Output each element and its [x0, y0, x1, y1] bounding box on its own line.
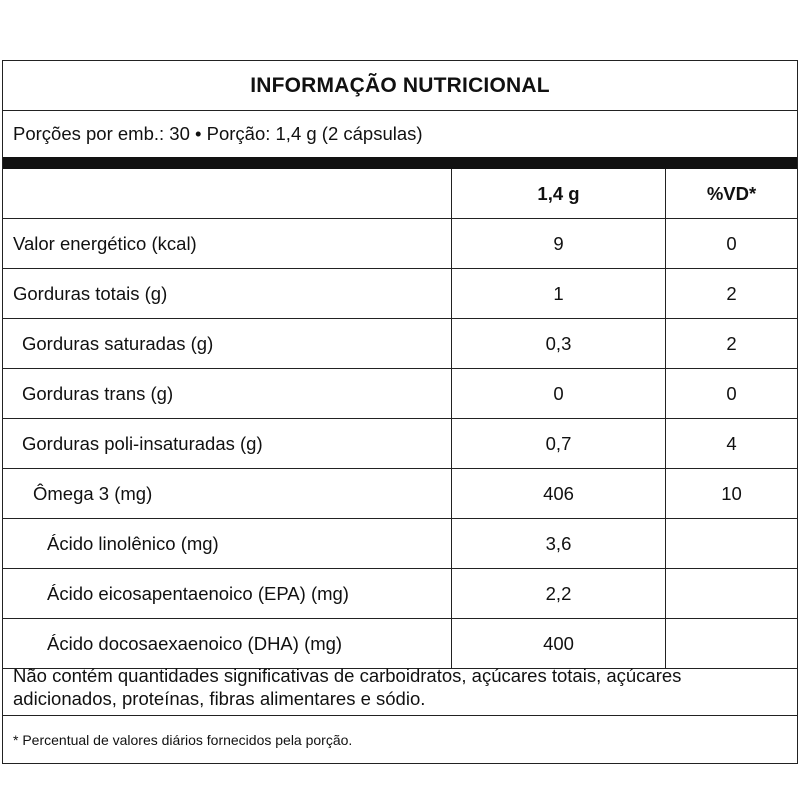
nutrition-facts-panel [2, 60, 798, 764]
nutrient-name: Gorduras poli-insaturadas (g) [22, 432, 263, 454]
nutrient-dv [665, 519, 797, 568]
nutrient-dv: 2 [665, 269, 797, 318]
nutrient-name: Ômega 3 (mg) [33, 482, 153, 504]
nutrient-name: Gorduras trans (g) [22, 382, 174, 404]
nutrient-amount: 406 [451, 469, 665, 518]
table-row [3, 269, 797, 319]
nutrient-amount: 9 [451, 219, 665, 268]
table-header-row [3, 169, 797, 219]
nutrient-amount: 0 [451, 369, 665, 418]
nutrient-name: Gorduras totais (g) [13, 282, 168, 304]
header-nutrient [3, 169, 451, 218]
nutrient-dv: 4 [665, 419, 797, 468]
table-row [3, 569, 797, 619]
nutrient-dv: 2 [665, 319, 797, 368]
nutrient-name: Ácido eicosapentaenoico (EPA) (mg) [47, 582, 349, 604]
serving-info: Porções por emb.: 30 • Porção: 1,4 g (2 cápsulas) [13, 123, 423, 144]
table-row [3, 319, 797, 369]
nutrient-amount: 400 [451, 619, 665, 668]
nutrient-name: Ácido docosaexaenoico (DHA) (mg) [47, 632, 343, 654]
nutrient-dv: 0 [665, 219, 797, 268]
nutrient-amount: 2,2 [451, 569, 665, 618]
table-row [3, 419, 797, 469]
nutrient-dv: 10 [665, 469, 797, 518]
nutrient-name: Gorduras saturadas (g) [22, 332, 214, 354]
nutrient-name: Valor energético (kcal) [13, 232, 197, 254]
nutrient-dv: 0 [665, 369, 797, 418]
header-dv: %VD* [665, 169, 797, 218]
table-row [3, 519, 797, 569]
table-row [3, 469, 797, 519]
panel-title: INFORMAÇÃO NUTRICIONAL [3, 61, 797, 111]
nutrient-name: Ácido linolênico (mg) [47, 532, 219, 554]
nutrient-amount: 1 [451, 269, 665, 318]
nutrient-dv [665, 569, 797, 618]
thick-divider [3, 157, 797, 169]
nutrient-amount: 3,6 [451, 519, 665, 568]
nutrient-amount: 0,3 [451, 319, 665, 368]
table-row [3, 369, 797, 419]
nutrition-note: Não contém quantidades significativas de carboidratos, açúcares totais, açúcares adicionados, proteínas, fibras alimentares e sódio. [3, 658, 797, 716]
footnote: * Percentual de valores diários fornecidos pela porção. [13, 731, 353, 748]
header-amount: 1,4 g [451, 169, 665, 218]
nutrient-amount: 0,7 [451, 419, 665, 468]
table-row [3, 219, 797, 269]
